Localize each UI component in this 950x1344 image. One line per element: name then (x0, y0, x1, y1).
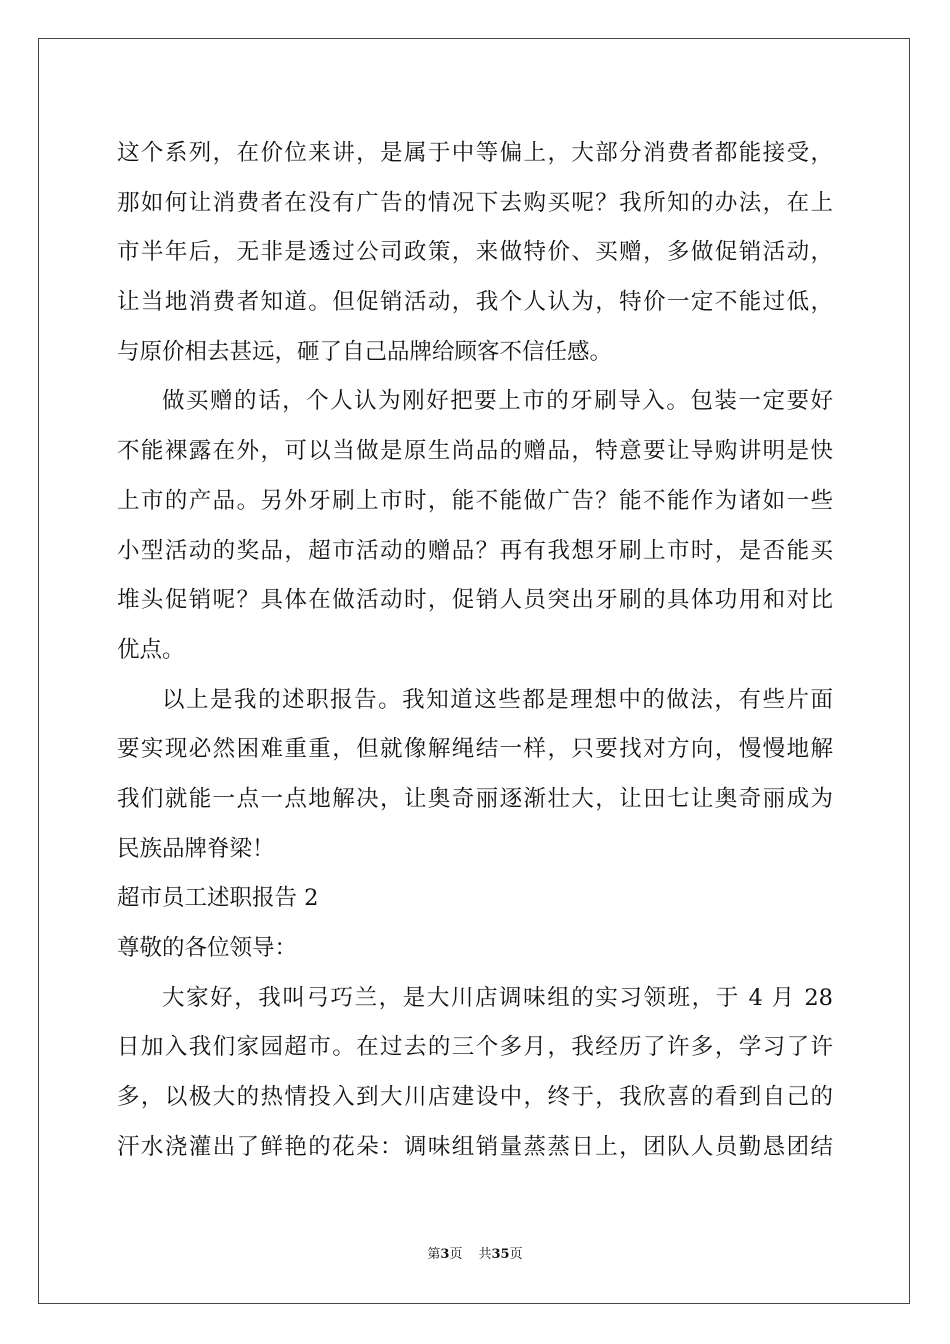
page-prefix: 第 (427, 1247, 441, 1262)
text-line: 汗水浇灌出了鲜艳的花朵：调味组销量蒸蒸日上，团队人员勤恳团结 (117, 1133, 833, 1160)
text-line: 做买赠的话，个人认为刚好把要上市的牙刷导入。包装一定要好 (162, 388, 833, 415)
text-line: 不能裸露在外，可以当做是原生尚品的赠品，特意要让导购讲明是快 (117, 438, 833, 465)
text-line: 优点。 (117, 636, 185, 663)
total-prefix: 共 (478, 1247, 492, 1262)
page-current: 3 (440, 1247, 450, 1262)
page-mid: 页 (449, 1247, 463, 1262)
text-line: 那如何让消费者在没有广告的情况下去购买呢？我所知的办法，在上 (117, 189, 833, 216)
text-line: 市半年后，无非是透过公司政策，来做特价、买赠，多做促销活动， (117, 239, 833, 266)
text-line: 日加入我们家园超市。在过去的三个多月，我经历了许多，学习了许 (117, 1034, 833, 1061)
page-footer (0, 1246, 950, 1264)
page-total: 35 (491, 1247, 510, 1262)
section-heading: 超市员工述职报告 2 (117, 885, 319, 912)
text-line: 这个系列，在价位来讲，是属于中等偏上，大部分消费者都能接受， (117, 140, 833, 166)
text-line: 以上是我的述职报告。我知道这些都是理想中的做法，有些片面 (162, 686, 833, 713)
document-body (117, 129, 833, 1172)
text-line: 堆头促销呢？具体在做活动时，促销人员突出牙刷的具体功用和对比 (117, 587, 833, 614)
text-line: 多，以极大的热情投入到大川店建设中，终于，我欣喜的看到自己的 (117, 1084, 833, 1111)
text-line: 小型活动的奖品，超市活动的赠品？再有我想牙刷上市时，是否能买 (117, 537, 833, 564)
text-line: 大家好，我叫弓巧兰，是大川店调味组的实习领班，于 4 月 28 (162, 984, 833, 1011)
text-line: 与原价相去甚远，砸了自己品牌给顾客不信任感。 (117, 338, 613, 365)
text-line: 上市的产品。另外牙刷上市时，能不能做广告？能不能作为诸如一些 (117, 487, 833, 514)
text-line: 民族品牌脊梁！ (117, 835, 275, 862)
total-suffix: 页 (509, 1247, 523, 1262)
text-line: 要实现必然困难重重，但就像解绳结一样，只要找对方向，慢慢地解 (117, 736, 833, 763)
salutation: 尊敬的各位领导： (117, 935, 298, 961)
text-line: 我们就能一点一点地解决，让奥奇丽逐渐壮大，让田七让奥奇丽成为 (117, 785, 833, 812)
text-line: 让当地消费者知道。但促销活动，我个人认为，特价一定不能过低， (117, 289, 833, 316)
